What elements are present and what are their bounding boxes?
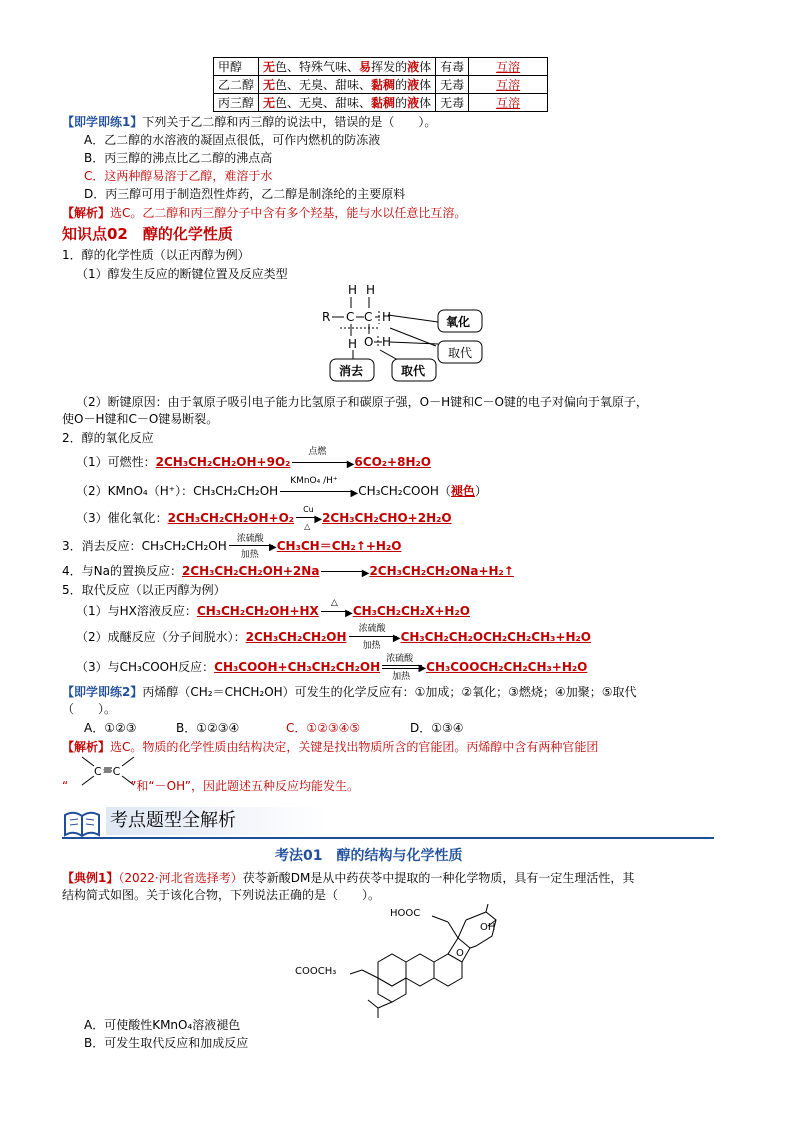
condition: Cu bbox=[303, 505, 314, 514]
description-segment: 无 bbox=[263, 95, 276, 110]
condition: 加热 bbox=[392, 672, 411, 682]
label-substitution: 取代 bbox=[448, 346, 473, 360]
reaction-arrow: 浓硫酸 ▶ 加热 bbox=[227, 538, 277, 554]
solubility-value: 互溶 bbox=[496, 59, 521, 74]
reaction-hx bbox=[76, 598, 470, 619]
label-cooh: HOOC bbox=[390, 908, 421, 919]
example-1-option-a: A．可使酸性KMnO₄溶液褪色 bbox=[84, 1018, 241, 1032]
example-1-text-2: 结构简式如图。关于该化合物，下列说法正确的是（ ）。 bbox=[62, 888, 381, 902]
condition: KMnO₄ /H⁺ bbox=[290, 476, 338, 486]
solubility-value: 互溶 bbox=[496, 77, 521, 92]
atom-h: H bbox=[366, 283, 376, 297]
cc-label: C＝C bbox=[94, 765, 121, 778]
description-segment: 挥发的 bbox=[371, 59, 408, 74]
table-row bbox=[214, 76, 548, 94]
condition: 浓硫酸 bbox=[386, 654, 414, 664]
products: CH₃COOCH₂CH₂CH₃+H₂O bbox=[426, 660, 588, 674]
description-segment: 黏稠 bbox=[371, 95, 396, 110]
bond-cleavage-diagram bbox=[318, 280, 488, 384]
quote: “ bbox=[62, 779, 69, 793]
exercise-1-answer bbox=[62, 205, 466, 221]
question-text: 丙烯醇（CH₂＝CHCH₂OH）可发生的化学反应有：①加成；②氧化；③燃烧；④加聚；⑤取代 bbox=[142, 685, 637, 699]
description-segment: 黏稠 bbox=[371, 77, 396, 92]
description-segment: 液 bbox=[407, 95, 420, 110]
description-segment: 的 bbox=[395, 77, 408, 92]
reaction-catalytic-oxidation bbox=[76, 505, 452, 531]
label-ester: COOCH₃ bbox=[295, 966, 337, 977]
exercise-2-option-c: C．①②③④⑤ bbox=[286, 721, 361, 735]
reaction-label: （1）与HX溶液反应： bbox=[76, 604, 197, 618]
reaction-arrow: Cu ▶ △ bbox=[294, 510, 322, 526]
section-title: 知识点02 醇的化学性质 bbox=[62, 225, 233, 243]
label-oxidation: 氧化 bbox=[446, 315, 471, 329]
reaction-esterification bbox=[76, 654, 588, 682]
example-tag: 【典例1】 bbox=[62, 871, 119, 885]
label-oh: OH bbox=[480, 922, 496, 933]
atom-c: C bbox=[364, 310, 373, 324]
condition: △ bbox=[330, 598, 338, 608]
question-text: 下列关于乙二醇和丙三醇的说法中，错误的是（ ）。 bbox=[142, 115, 437, 129]
description-segment: 液 bbox=[407, 77, 420, 92]
exercise-2-option-d: D．①③④ bbox=[410, 721, 464, 735]
note: 褪色 bbox=[450, 484, 475, 498]
cell-solubility bbox=[469, 76, 548, 94]
reaction-ether bbox=[76, 624, 591, 651]
cell-solubility bbox=[469, 58, 548, 76]
cell-name: 甲醇 bbox=[214, 58, 259, 76]
reaction-label: （2）KMnO₄（H⁺）：CH₃CH₂CH₂OH bbox=[76, 484, 279, 498]
example-1-text bbox=[62, 870, 634, 886]
reaction-label: （3）催化氧化： bbox=[76, 511, 168, 525]
paragraph: （1）醇发生反应的断键位置及反应类型 bbox=[76, 267, 288, 281]
exercise-2-option-b: B．①②③④ bbox=[176, 721, 240, 735]
label-substitution-2: 取代 bbox=[401, 364, 426, 378]
cell-name: 丙三醇 bbox=[214, 94, 259, 112]
atom-h: H bbox=[348, 283, 358, 297]
atom-r: R bbox=[322, 310, 331, 324]
banner-title: 考点题型全解析 bbox=[110, 810, 236, 831]
condition: 浓硫酸 bbox=[358, 624, 386, 634]
reaction-arrow: ▶ bbox=[319, 563, 369, 579]
paragraph: 2．醇的氧化反应 bbox=[62, 431, 154, 445]
exercise-2-question-tail: （ ）。 bbox=[62, 702, 117, 716]
method-title: 考法01 醇的结构与化学性质 bbox=[275, 848, 463, 864]
reaction-arrow: 浓硫酸 ▶ 加热 bbox=[380, 659, 426, 675]
description-segment: 体 bbox=[419, 77, 432, 92]
condition: 点燃 bbox=[308, 447, 327, 457]
reactants: 2CH₃CH₂CH₂OH bbox=[245, 630, 347, 644]
description-segment: 无 bbox=[263, 59, 276, 74]
atom-h: H bbox=[382, 335, 392, 349]
exercise-2-answer-line2 bbox=[62, 778, 359, 794]
products: CH₃CH＝CH₂↑+H₂O bbox=[276, 539, 402, 553]
reaction-arrow: 点燃 ▶ bbox=[290, 454, 354, 470]
condition: △ bbox=[304, 522, 311, 531]
description-segment: 液 bbox=[407, 59, 420, 74]
label-o: O bbox=[456, 948, 464, 959]
reaction-label: （2）成醚反应（分子间脱水）： bbox=[76, 630, 246, 644]
exercise-1-option-b: B．丙三醇的沸点比乙二醇的沸点高 bbox=[84, 151, 273, 165]
answer-text: 选C。物质的化学性质由结构决定，关键是找出物质所含的官能团。丙烯醇中含有两种官能团 bbox=[110, 740, 599, 754]
products: 6CO₂+8H₂O bbox=[354, 455, 431, 469]
atom-h: H bbox=[382, 310, 392, 324]
reaction-label: （1）可燃性： bbox=[76, 455, 156, 469]
description-segment: 色、无臭、甜味、 bbox=[275, 95, 372, 110]
cell-toxicity: 有毒 bbox=[436, 58, 469, 76]
reaction-arrow: 浓硫酸 ▶ 加热 bbox=[347, 629, 401, 645]
bracket: ） bbox=[474, 484, 487, 498]
paragraph: 使O－H键和C－O键易断裂。 bbox=[62, 412, 219, 426]
products: 2CH₃CH₂CHO+2H₂O bbox=[322, 511, 452, 525]
reaction-arrow: △ ▶ bbox=[319, 603, 353, 619]
exercise-2-question bbox=[62, 684, 636, 700]
exercise-1-option-c: C．这两种醇易溶于乙醇，难溶于水 bbox=[84, 169, 273, 183]
paragraph: 1．醇的化学性质（以正丙醇为例） bbox=[62, 248, 250, 262]
products: CH₃CH₂COOH（ bbox=[358, 484, 451, 498]
cell-toxicity: 无毒 bbox=[436, 76, 469, 94]
products: CH₃CH₂CH₂X+H₂O bbox=[352, 604, 470, 618]
reactants: 2CH₃CH₂CH₂OH+O₂ bbox=[167, 511, 295, 525]
atom-h: H bbox=[348, 337, 358, 351]
table-row bbox=[214, 58, 548, 76]
reaction-elimination bbox=[62, 534, 402, 560]
exercise-2-answer bbox=[62, 739, 598, 755]
condition: 加热 bbox=[240, 550, 259, 560]
atom-c: C bbox=[346, 310, 355, 324]
cell-description bbox=[259, 58, 436, 76]
reaction-arrow: KMnO₄ /H⁺ ▶ bbox=[278, 483, 358, 499]
answer-text: ”和“－OH”，因此题述五种反应均能发生。 bbox=[130, 779, 359, 793]
exercise-1-option-d: D．丙三醇可用于制造烈性炸药，乙二醇是制涤纶的主要原料 bbox=[84, 187, 406, 201]
example-1-option-b: B．可发生取代反应和加成反应 bbox=[84, 1036, 249, 1050]
condition: 加热 bbox=[362, 641, 381, 651]
cell-description bbox=[259, 94, 436, 112]
reactants: 2CH₃CH₂CH₂OH+9O₂ bbox=[155, 455, 291, 469]
paragraph: （2）断键原因：由于氧原子吸引电子能力比氢原子和碳原子强，O－H键和C－O键的电子对偏向于氧原子， bbox=[76, 395, 648, 409]
description-segment: 色、无臭、甜味、 bbox=[275, 77, 372, 92]
cell-name: 乙二醇 bbox=[214, 76, 259, 94]
answer-text: 选C。乙二醇和丙三醇分子中含有多个羟基，能与水以任意比互溶。 bbox=[110, 206, 467, 220]
example-text: 茯苓新酸DM是从中药茯苓中提取的一种化学物质，具有一定生理活性，其 bbox=[242, 871, 635, 885]
solubility-value: 互溶 bbox=[496, 95, 521, 110]
products: CH₃CH₂CH₂OCH₂CH₂CH₃+H₂O bbox=[400, 630, 591, 644]
alcohol-properties-table bbox=[213, 57, 548, 112]
reactants: 2CH₃CH₂CH₂OH+2Na bbox=[181, 564, 320, 578]
cell-solubility bbox=[469, 94, 548, 112]
description-segment: 体 bbox=[419, 59, 432, 74]
condition: 浓硫酸 bbox=[236, 534, 264, 544]
molecule-structure bbox=[290, 900, 520, 1018]
description-segment: 体 bbox=[419, 95, 432, 110]
description-segment: 色、特殊气味、 bbox=[275, 59, 360, 74]
reaction-combustion bbox=[76, 447, 431, 470]
reaction-label: （3）与CH₃COOH反应： bbox=[76, 660, 215, 674]
example-source: （2022·河北省选择考） bbox=[118, 871, 243, 885]
paragraph: 5．取代反应（以正丙醇为例） bbox=[62, 583, 226, 597]
exercise-1-option-a: A．乙二醇的水溶液的凝固点很低，可作内燃机的防冻液 bbox=[84, 133, 381, 147]
book-icon bbox=[62, 807, 102, 839]
reaction-label: 4．与Na的置换反应： bbox=[62, 564, 182, 578]
description-segment: 无 bbox=[263, 77, 276, 92]
cell-description bbox=[259, 76, 436, 94]
reaction-sodium bbox=[62, 563, 514, 579]
exercise-tag: 【即学即练1】 bbox=[62, 115, 143, 129]
atom-o: O bbox=[364, 335, 374, 349]
exercise-1-question bbox=[62, 114, 436, 130]
cell-toxicity: 无毒 bbox=[436, 94, 469, 112]
exercise-2-option-a: A．①②③ bbox=[84, 721, 137, 735]
answer-tag: 【解析】 bbox=[62, 740, 111, 754]
reaction-label: 3．消去反应：CH₃CH₂CH₂OH bbox=[62, 539, 227, 553]
label-elimination: 消去 bbox=[339, 364, 364, 378]
table-row bbox=[214, 94, 548, 112]
reaction-kmno4 bbox=[76, 476, 487, 499]
description-segment: 易 bbox=[359, 59, 372, 74]
reactants: CH₃COOH+CH₃CH₂CH₂OH bbox=[214, 660, 381, 674]
products: 2CH₃CH₂CH₂ONa+H₂↑ bbox=[369, 564, 514, 578]
answer-tag: 【解析】 bbox=[62, 206, 111, 220]
description-segment: 的 bbox=[395, 95, 408, 110]
exercise-tag: 【即学即练2】 bbox=[62, 685, 143, 699]
section-banner bbox=[62, 807, 714, 839]
reactants: CH₃CH₂CH₂OH+HX bbox=[196, 604, 319, 618]
